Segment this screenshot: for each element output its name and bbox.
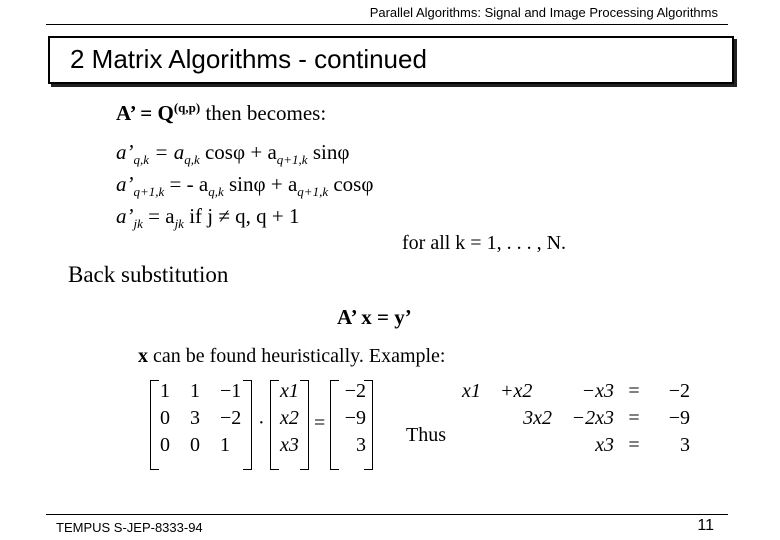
eq3-mid3: cosφ <box>328 172 374 196</box>
vector-b <box>340 380 366 457</box>
matrix-a-cell: 1 <box>160 380 170 402</box>
eq1-lhs: A’ = Q <box>116 101 174 125</box>
multiply-dot: · <box>258 412 265 434</box>
footer-project-code: TEMPUS S-JEP-8333-94 <box>56 520 203 535</box>
eq4-mid2: if j ≠ q, q + 1 <box>183 204 300 228</box>
vector-x-left-bracket <box>270 380 279 470</box>
eq2-sub2: q,k <box>184 152 200 168</box>
title-box <box>48 36 734 84</box>
vector-x-entry: x3 <box>280 434 299 456</box>
forall-note: for all k = 1, . . . , N. <box>402 232 567 254</box>
matrix-a-cell: 0 <box>190 434 200 456</box>
eq3-mid1: = - a <box>164 172 209 196</box>
system-rhs: −2 <box>668 380 690 402</box>
note-rest: can be found heuristically. Example: <box>148 345 446 367</box>
system-term <box>462 407 500 430</box>
equals-sign: = <box>314 412 326 434</box>
eq3-sub1: q+1,k <box>133 184 165 200</box>
vector-b-left-bracket <box>330 380 339 470</box>
eq4-a: a’ <box>116 204 134 228</box>
system-term: −x3 <box>581 380 614 402</box>
vector-x-right-bracket <box>300 380 309 470</box>
system-equals: = <box>628 380 640 402</box>
eq3-mid2: sinφ + a <box>223 172 298 196</box>
eq-line-2 <box>116 140 349 168</box>
page-number: 11 <box>697 517 714 534</box>
slide-title: 2 Matrix Algorithms - continued <box>70 44 427 74</box>
system-term <box>462 434 500 457</box>
system-equals: = <box>628 407 640 429</box>
matrix-a-cell: 1 <box>220 434 230 456</box>
vector-b-entry: −2 <box>344 380 366 402</box>
vector-x-entry: x1 <box>280 380 299 402</box>
eq-line-1 <box>116 100 326 126</box>
eq4-sub2: jk <box>174 216 184 232</box>
matrix-a-cell: −2 <box>220 407 242 429</box>
vector-b-entry: 3 <box>356 434 366 456</box>
matrix-a-cell: 0 <box>160 434 170 456</box>
eq2-mid2: cosφ + a <box>199 140 277 164</box>
system-term: x3 <box>595 434 614 456</box>
eq4-mid1: = a <box>142 204 175 228</box>
back-sub-equation: A’ x = y’ <box>337 305 412 329</box>
thus-label: Thus <box>406 424 446 446</box>
system-rhs: −9 <box>668 407 690 429</box>
system-term: +x2 <box>500 380 533 402</box>
system-term <box>500 434 552 457</box>
eq3-sub3: q+1,k <box>297 184 329 200</box>
system-term: 3x2 <box>523 407 552 429</box>
header-rule <box>46 24 728 25</box>
matrix-a-left-bracket <box>150 380 159 470</box>
vector-b-right-bracket <box>364 380 373 470</box>
eq2-mid1: = a <box>149 140 185 164</box>
eq1-rest: then becomes: <box>200 101 327 125</box>
eq3-a: a’ <box>116 172 134 196</box>
eq-line-4 <box>116 204 299 232</box>
eq-line-3 <box>116 172 373 200</box>
vector-x-entry: x2 <box>280 407 299 429</box>
equation-system <box>462 380 690 457</box>
footer-rule <box>46 514 728 515</box>
vector-b-entry: −9 <box>344 407 366 429</box>
eq4-sub1: jk <box>133 216 143 232</box>
eq3-sub2: q,k <box>208 184 224 200</box>
matrix-a-cell: 1 <box>190 380 200 402</box>
eq2-mid3: sinφ <box>307 140 350 164</box>
back-substitution-heading: Back substitution <box>68 262 229 287</box>
eq2-sub3: q+1,k <box>276 152 308 168</box>
eq1-sup: (q,p) <box>173 100 201 115</box>
matrix-a-right-bracket <box>243 380 252 470</box>
system-term: x1 <box>462 380 481 402</box>
eq2-sub1: q,k <box>133 152 150 168</box>
system-term: −2x3 <box>571 407 614 429</box>
matrix-a-cell: 0 <box>160 407 170 429</box>
running-header: Parallel Algorithms: Signal and Image Processing Algorithms <box>369 5 718 20</box>
system-rhs: 3 <box>680 434 690 456</box>
system-equals: = <box>628 434 640 456</box>
eq2-a: a’ <box>116 140 134 164</box>
heuristic-note <box>138 345 446 368</box>
matrix-a <box>160 380 252 457</box>
matrix-a-cell: 3 <box>190 407 200 429</box>
matrix-a-cell: −1 <box>220 380 242 402</box>
note-x: x <box>138 345 148 367</box>
